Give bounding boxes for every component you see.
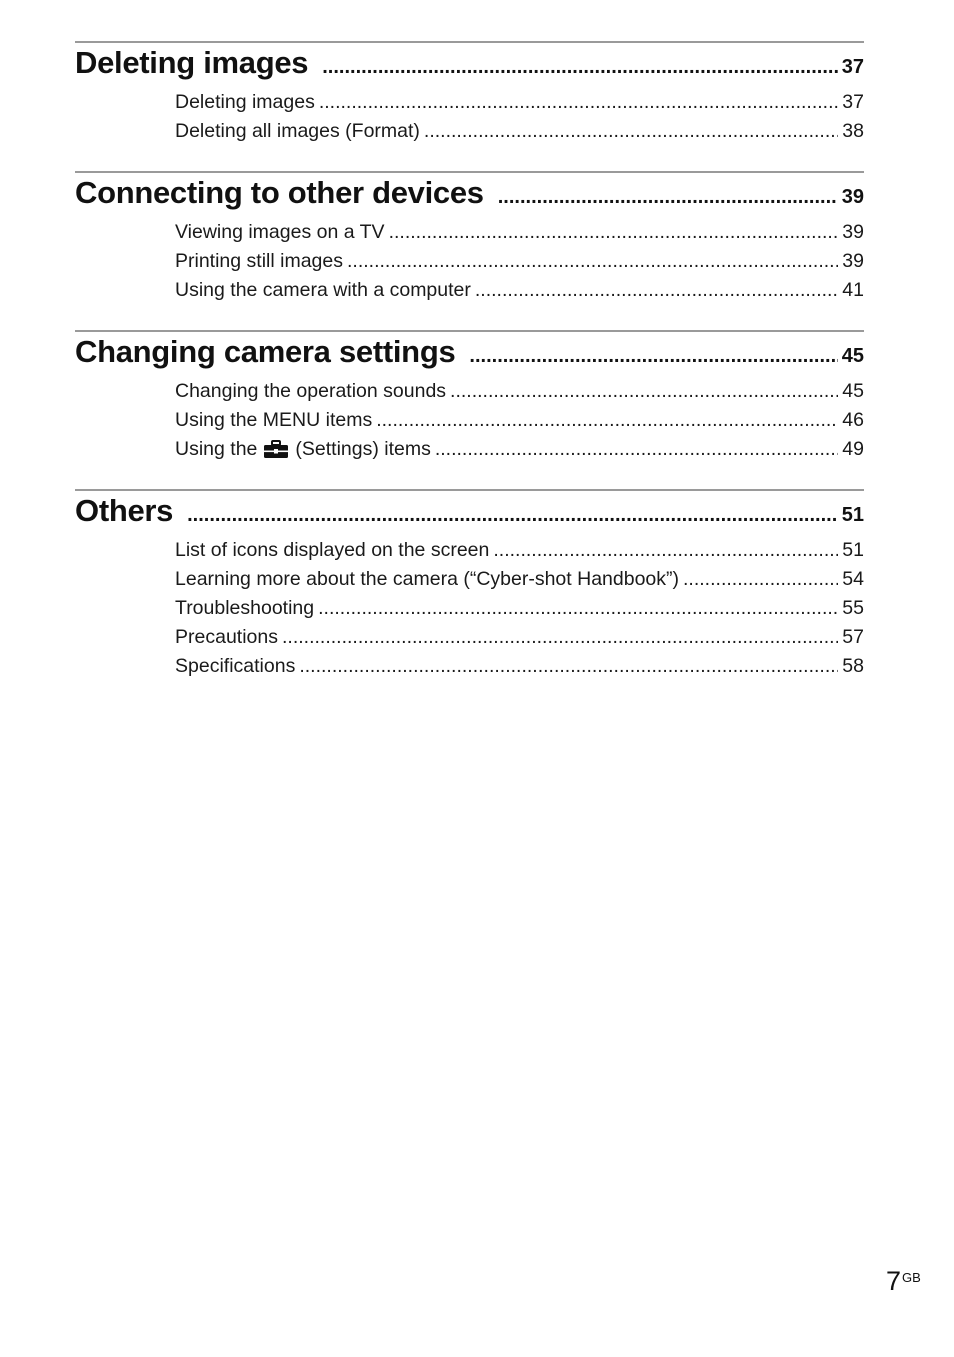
toc-section-connecting [75, 171, 864, 308]
table-of-contents [75, 41, 864, 706]
dot-leader [322, 56, 838, 79]
dot-leader [372, 409, 838, 432]
entry-page-number: 57 [842, 626, 864, 648]
entry-page-number: 49 [842, 438, 864, 460]
toc-entry[interactable] [175, 626, 864, 655]
section-page-number: 51 [841, 504, 864, 526]
entry-label: Viewing images on a TV [175, 221, 385, 243]
toc-entry[interactable] [175, 120, 864, 149]
entry-page-number: 46 [842, 409, 864, 431]
page-number-value: 7 [886, 1266, 902, 1296]
dot-leader [679, 568, 838, 591]
dot-leader [420, 120, 838, 143]
dot-leader [278, 626, 838, 649]
dot-leader [469, 345, 837, 368]
entry-page-number: 45 [842, 380, 864, 402]
toc-entries [175, 89, 864, 149]
entry-label: Using the MENU items [175, 409, 373, 431]
dot-leader [314, 597, 838, 620]
entry-page-number: 39 [842, 250, 864, 272]
section-title: Others [75, 493, 174, 528]
entry-label: Printing still images [175, 250, 343, 272]
section-title: Connecting to other devices [75, 175, 484, 210]
dot-leader [489, 539, 838, 562]
toc-section-camera-settings [75, 330, 864, 467]
section-title: Changing camera settings [75, 334, 456, 369]
toc-entry[interactable] [175, 568, 864, 597]
entry-page-number: 54 [842, 568, 864, 590]
toc-entry[interactable] [175, 279, 864, 308]
entry-label: Using the camera with a computer [175, 279, 471, 301]
toc-section-deleting-images [75, 41, 864, 149]
dot-leader [471, 279, 838, 302]
entry-label [175, 438, 431, 461]
entry-label: Deleting images [175, 91, 315, 113]
entry-label: Specifications [175, 655, 296, 677]
toc-entry[interactable] [175, 91, 864, 120]
entry-page-number: 37 [842, 91, 864, 113]
dot-leader [431, 438, 838, 461]
dot-leader [187, 504, 838, 527]
dot-leader [446, 380, 838, 403]
toc-section-heading[interactable] [75, 491, 864, 537]
toc-entry[interactable] [175, 438, 864, 467]
toc-entry[interactable] [175, 250, 864, 279]
toc-section-heading[interactable] [75, 332, 864, 378]
section-page-number: 37 [841, 56, 864, 78]
entry-label-prefix: Using the [175, 438, 258, 460]
entry-page-number: 58 [842, 655, 864, 677]
entry-page-number: 39 [842, 221, 864, 243]
toc-entries [175, 537, 864, 684]
toc-section-heading[interactable] [75, 43, 864, 89]
entry-page-number: 51 [842, 539, 864, 561]
entry-page-number: 38 [842, 120, 864, 142]
dot-leader [343, 250, 838, 273]
section-page-number: 45 [841, 345, 864, 367]
entry-label: Deleting all images (Format) [175, 120, 420, 142]
toc-entry[interactable] [175, 380, 864, 409]
entry-label: Learning more about the camera (“Cyber-shot Handbook”) [175, 568, 680, 590]
entry-page-number: 41 [842, 279, 864, 301]
dot-leader [385, 221, 839, 244]
toc-entry[interactable] [175, 221, 864, 250]
entry-label: Troubleshooting [175, 597, 315, 619]
toc-entry[interactable] [175, 655, 864, 684]
section-page-number: 39 [841, 186, 864, 208]
dot-leader [315, 91, 838, 114]
page-number [886, 1266, 921, 1297]
dot-leader [295, 655, 838, 678]
dot-leader [498, 186, 838, 209]
entry-label-suffix: (Settings) items [295, 438, 431, 460]
entry-label: Precautions [175, 626, 278, 648]
toc-entries [175, 378, 864, 467]
section-title: Deleting images [75, 45, 309, 80]
settings-toolbox-icon [263, 440, 289, 459]
entry-page-number: 55 [842, 597, 864, 619]
toc-entry[interactable] [175, 597, 864, 626]
toc-section-heading[interactable] [75, 173, 864, 219]
toc-section-others [75, 489, 864, 684]
toc-entries [175, 219, 864, 308]
entry-label: Changing the operation sounds [175, 380, 447, 402]
toc-entry[interactable] [175, 409, 864, 438]
entry-label: List of icons displayed on the screen [175, 539, 490, 561]
toc-entry[interactable] [175, 539, 864, 568]
page-number-suffix: GB [902, 1270, 921, 1285]
